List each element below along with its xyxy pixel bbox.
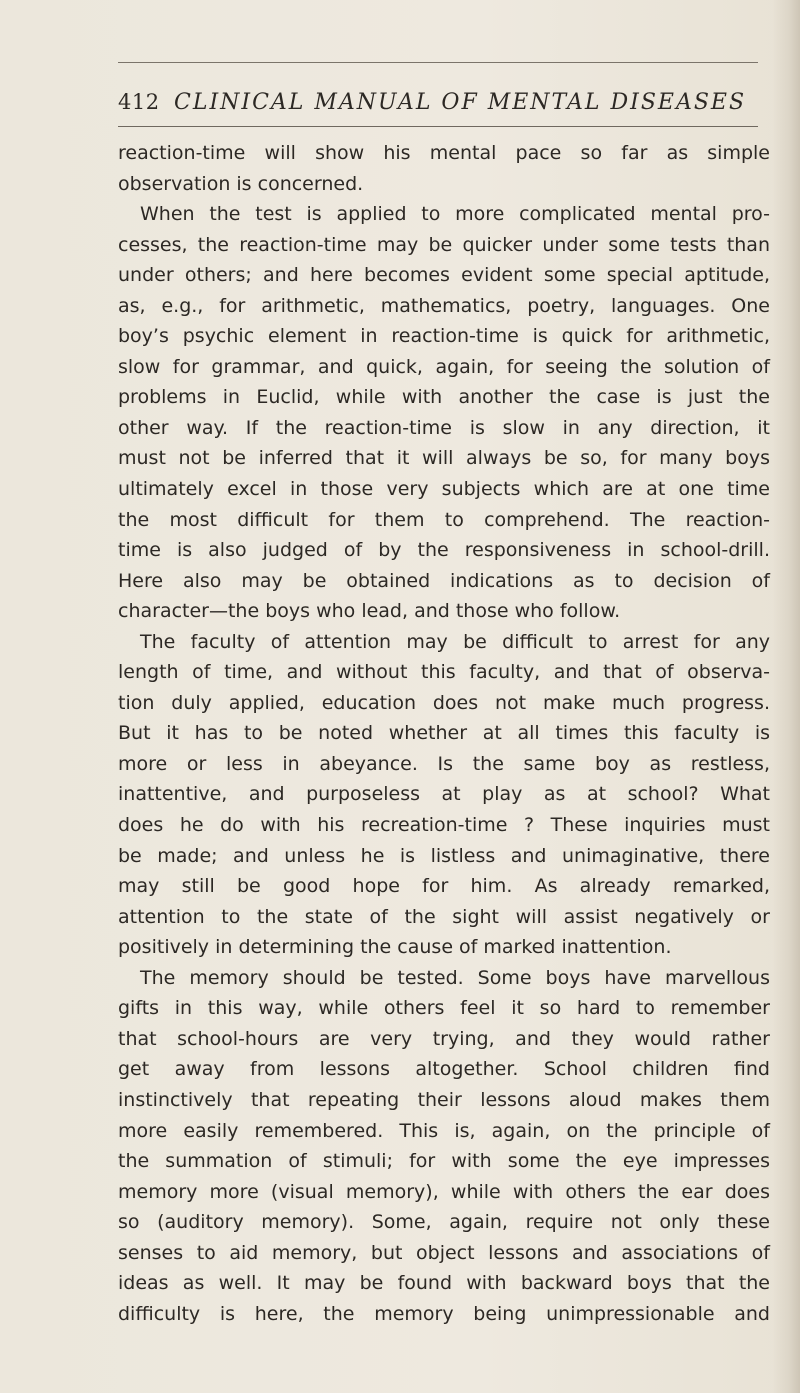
text-line: When the test is applied to more complicated mental pro- <box>140 203 770 226</box>
text-line: that school-hours are very trying, and they would rather <box>118 1027 770 1050</box>
text-line: senses to aid memory, but object lessons and associations of <box>118 1241 770 1264</box>
text-line: tion duly applied, education does not make much progress. <box>118 691 770 714</box>
text-line: Here also may be obtained indications as to decision of <box>118 569 770 592</box>
text-line: so (auditory memory). Some, again, require not only these <box>118 1211 770 1234</box>
header-rule <box>118 126 758 127</box>
text-line: other way. If the reaction-time is slow in any direction, it <box>118 416 770 439</box>
page-number: 412 <box>118 90 160 114</box>
text-line: gifts in this way, while others feel it so hard to remember <box>118 997 770 1020</box>
text-line: more easily remembered. This is, again, on the principle of <box>118 1119 770 1142</box>
text-line: the summation of stimuli; for with some the eye impresses <box>118 1150 770 1173</box>
text-line: the most difficult for them to comprehend. The reaction- <box>118 508 770 531</box>
top-rule <box>118 62 758 63</box>
text-line: attention to the state of the sight will assist negatively or <box>118 905 770 928</box>
body-text <box>118 138 770 1329</box>
text-line: may still be good hope for him. As already remarked, <box>118 875 770 898</box>
text-line: positively in determining the cause of marked inattention. <box>118 936 672 959</box>
text-line: get away from lessons altogether. School children find <box>118 1058 770 1081</box>
text-line: length of time, and without this faculty, and that of observa- <box>118 661 770 684</box>
page-edge-shadow <box>772 0 800 1393</box>
text-line: slow for grammar, and quick, again, for seeing the solution of <box>118 355 770 378</box>
text-line: character—the boys who lead, and those who follow. <box>118 600 621 623</box>
text-line: The faculty of attention may be difficult to arrest for any <box>140 630 770 653</box>
text-line: difficulty is here, the memory being unimpressionable and <box>118 1302 770 1325</box>
text-line: must not be inferred that it will always be so, for many boys <box>118 447 770 470</box>
page-header <box>118 90 758 126</box>
running-head: CLINICAL MANUAL OF MENTAL DISEASES <box>174 90 747 115</box>
text-line: does he do with his recreation-time ? These inquiries must <box>118 814 770 837</box>
text-line: as, e.g., for arithmetic, mathematics, poetry, languages. One <box>118 294 770 317</box>
text-line: time is also judged of by the responsiveness in school-drill. <box>118 539 770 562</box>
text-line: reaction-time will show his mental pace so far as simple <box>118 142 770 164</box>
text-line: instinctively that repeating their lessons aloud makes them <box>118 1088 770 1111</box>
text-line: under others; and here becomes evident some special aptitude, <box>118 264 770 287</box>
text-line: ideas as well. It may be found with backward boys that the <box>118 1272 770 1295</box>
text-line: ultimately excel in those very subjects which are at one time <box>118 478 770 501</box>
text-line: But it has to be noted whether at all times this faculty is <box>118 722 770 745</box>
text-line: inattentive, and purposeless at play as at school? What <box>118 783 770 806</box>
text-line: cesses, the reaction-time may be quicker under some tests than <box>118 233 770 256</box>
text-line: be made; and unless he is listless and unimaginative, there <box>118 844 770 867</box>
text-line: memory more (visual memory), while with others the ear does <box>118 1180 770 1203</box>
text-line: problems in Euclid, while with another the case is just the <box>118 386 770 409</box>
text-line: boy’s psychic element in reaction-time is quick for arithmetic, <box>118 325 770 348</box>
text-line: The memory should be tested. Some boys have marvellous <box>140 966 770 989</box>
text-line: observation is concerned. <box>118 172 364 195</box>
text-line: more or less in abeyance. Is the same boy as restless, <box>118 752 770 775</box>
